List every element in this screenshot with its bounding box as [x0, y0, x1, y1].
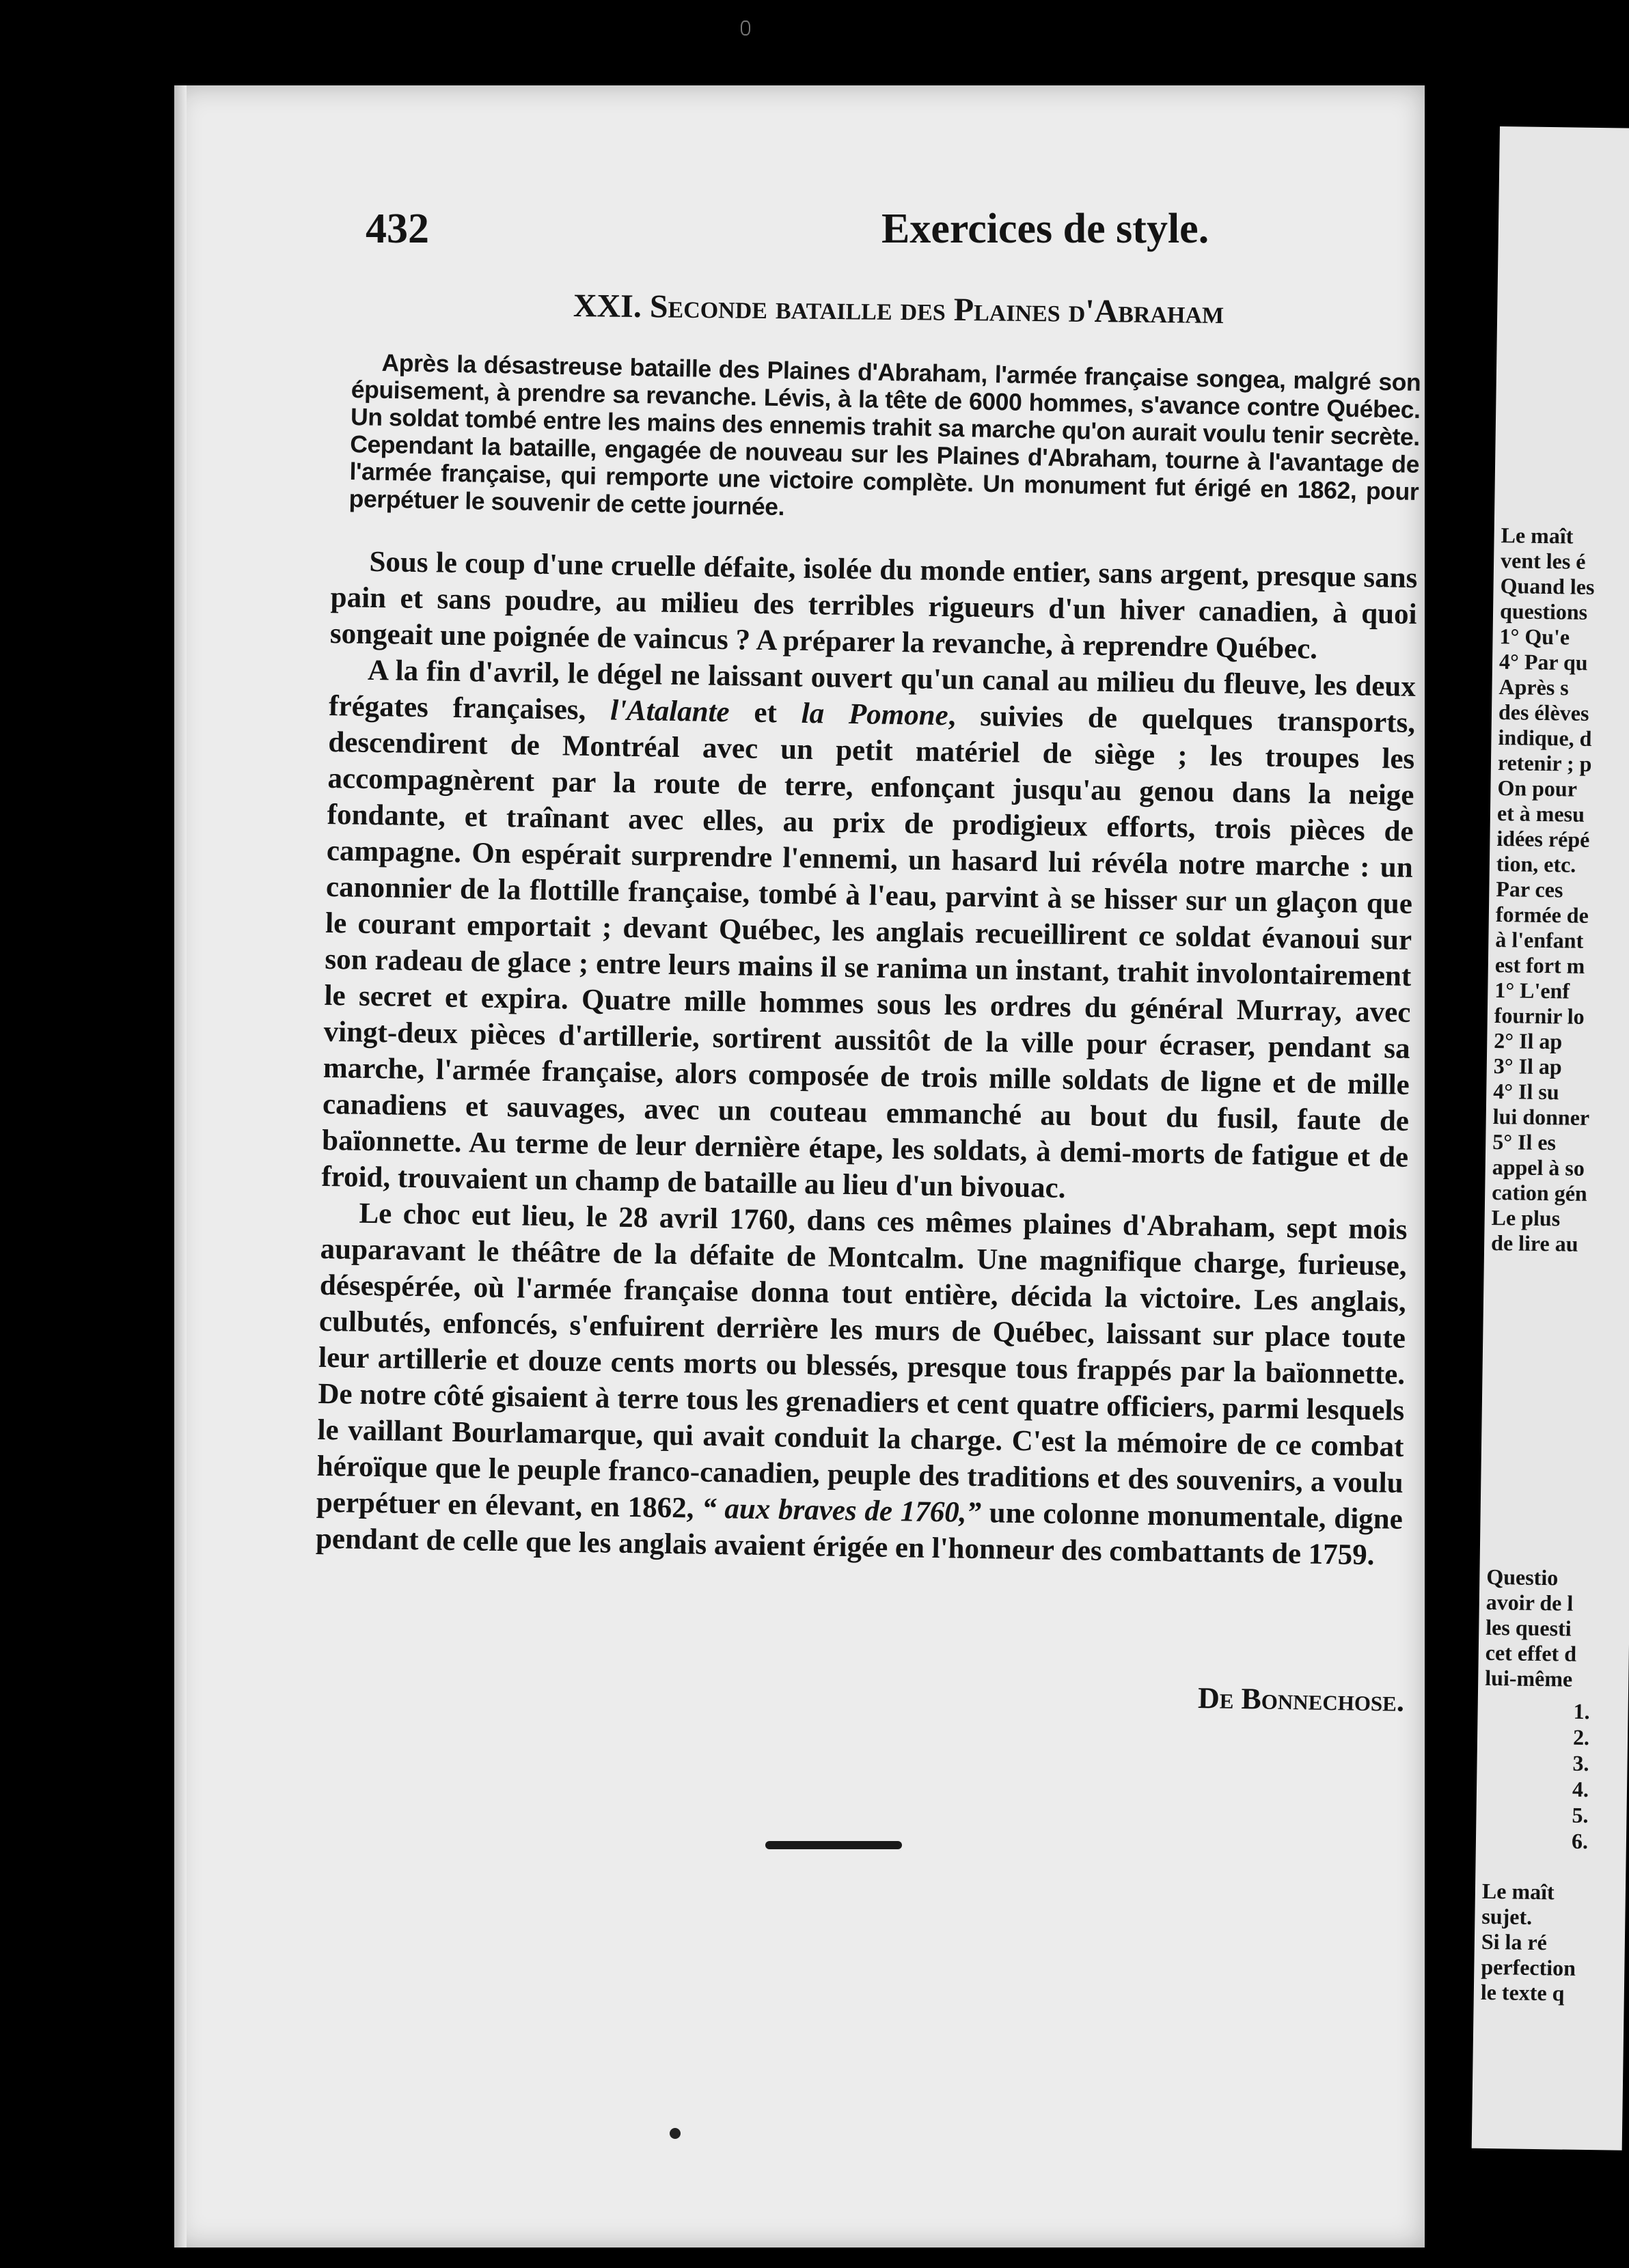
right-page-line: 2° Il ap [1494, 1028, 1563, 1054]
right-page-line: 4° Par qu [1498, 649, 1588, 675]
right-page-line: questions [1499, 598, 1588, 624]
right-page-line: On pour [1497, 775, 1578, 801]
right-page-line: fournir lo [1494, 1003, 1585, 1029]
right-page-line: 3° Il ap [1493, 1053, 1562, 1079]
right-page-line: de lire au [1490, 1230, 1578, 1256]
ink-dot-bottom [670, 2128, 681, 2139]
running-head: Exercices de style. [881, 206, 1209, 252]
right-page-line: appel à so [1492, 1154, 1585, 1180]
right-page-line: 1° Qu'e [1499, 624, 1570, 650]
right-page-line: cation gén [1491, 1179, 1588, 1206]
chapter-summary: Après la désastreuse bataille des Plaines d'Abraham, l'armée française songea, malgré son épuisement, à prendre sa revanche. Lévis, à la tête de 6000 hommes, s'avance contre Québec. Un soldat tombé entre les mains des ennemis trahit sa marche qu'on aurait voulu tenir secrète. Cependant la bataille, engagée de nouveau sur les Plaines d'Abraham, tourne à l'avantage de l'armée française, qui remporte une victoire complète. Un monument fut érigé en 1862, pour perpétuer le souvenir de cette journée. [348, 348, 1421, 521]
ship-name-atalante: l'Atalante [610, 694, 730, 729]
paragraph-3-text-a: Le choc eut lieu, le 28 avril 1760, dans ces mêmes plaines d'Abraham, sept mois auparavant le théâtre de la défaite de Montcalm. Une magnifique charge, furieuse, désespérée, où l'armée française donna tout entière, décida la victoire. Les anglais, culbutés, enfoncés, s'enfuirent derrière les murs de Québec, laissant sur place toute leur artillerie et douze cents morts ou blessés, presque tous frappés par la baïonnette. De notre côté gisaient à terre tous les grenadiers et cent quatre officiers, parmi lesquels le vaillant Bourlamarque, qui avait conduit la charge. C'est la mémoire de ce combat héroïque que le peuple franco-canadien, peuple des traditions et des souvenirs, a voulu perpétuer en élevant, en 1862, [316, 1197, 1408, 1525]
right-page-line: Après s [1498, 674, 1570, 700]
right-page-line: 1° L'enf [1494, 978, 1570, 1004]
body-text [316, 543, 1418, 1574]
right-page-line: idées répé [1496, 826, 1590, 852]
right-page-line: lui-même [1485, 1665, 1573, 1691]
right-page-line: Le maît [1481, 1878, 1555, 1905]
right-page-line: Le plus [1491, 1204, 1561, 1231]
paragraph-2-text-c: , suivies de quelques transports, descendirent de Montréal avec un petit matériel de siège ; les troupes les accompagnèrent par la route de terre, enfonçant jusqu'au genou dans la neige fondante, et traînant avec elles, au prix de prodigieux efforts, trois pièces de campagne. On espérait surprendre l'ennemi, un hasard lui révéla notre marche : un canonnier de la flottille française, tombé à l'eau, parvint à se hisser sur un glaçon que le courant emportait ; devant Québec, les anglais recueillirent ce soldat évanoui sur son radeau de glace ; entre leurs mains il se ranima un instant, trahit involontairement le secret et expira. Quatre mille hommes sous les ordres du général Murray, avec vingt-deux pièces d'artillerie, sortirent aussitôt de la ville pour écraser, pendant sa marche, l'armée française, alors composée de trois mille soldats de ligne et de mille canadiens et sauvages, avec un couteau emmanché au bout du fusil, faute de baïonnette. Au terme de leur dernière étape, les soldats, à demi-morts de fatigue et de froid, trouvaient un champ de bataille au lieu d'un bivouac. [321, 700, 1416, 1204]
end-rule-ornament [765, 1841, 902, 1849]
ship-name-pomone: la Pomone [801, 697, 949, 732]
right-page-line: à l'enfant [1495, 927, 1584, 953]
right-page-line: des élèves [1498, 700, 1589, 725]
right-page-line: sujet. [1481, 1903, 1533, 1929]
right-page-line: 4° Il su [1493, 1079, 1559, 1105]
right-page-line: et à mesu [1496, 801, 1585, 827]
right-page-line: lui donner [1492, 1104, 1590, 1130]
page-header [366, 205, 1377, 266]
right-page-line: 5. [1572, 1802, 1589, 1828]
paragraph-3 [316, 1195, 1408, 1574]
right-page-line: Quand les [1500, 573, 1595, 599]
paragraph-2 [321, 652, 1416, 1212]
right-page-line: cet effet d [1485, 1640, 1577, 1666]
monument-inscription: “ aux braves de 1760,” [701, 1492, 982, 1530]
right-page-line: avoir de l [1486, 1589, 1574, 1616]
right-page-line: Par ces [1496, 876, 1563, 902]
right-page-line: 4. [1572, 1776, 1589, 1802]
paragraph-1: Sous le coup d'une cruelle défaite, isolée du monde entier, sans argent, presque sans pain et sans poudre, au milieu des terribles rigueurs d'un hiver canadien, à quoi songeait une poignée de vaincus ? A préparer la revanche, à reprendre Québec. [329, 545, 1418, 665]
author-signature: De Bonnechose. [1197, 1681, 1405, 1718]
right-page-line: retenir ; p [1497, 750, 1592, 776]
right-page-line: Si la ré [1481, 1928, 1548, 1955]
right-page-line: perfection [1481, 1954, 1576, 1980]
left-page [174, 85, 1425, 2248]
right-page-line: Questio [1486, 1564, 1559, 1590]
right-page-line: tion, etc. [1496, 851, 1576, 877]
right-page-line: Le maît [1501, 523, 1574, 549]
right-page-line: les questi [1486, 1614, 1572, 1641]
paragraph-2-text-a: A la fin d'avril, le dégel ne laissant ouvert qu'un canal au milieu du fleuve, les deux frégates françaises, [328, 654, 1416, 727]
right-page-line: est fort m [1494, 952, 1585, 978]
paragraph-2-text-b: et [729, 696, 802, 730]
right-page-line: 2. [1572, 1724, 1590, 1750]
right-page-line: 3. [1572, 1750, 1589, 1776]
right-page-line: indique, d [1498, 725, 1592, 751]
right-page-line: formée de [1495, 902, 1589, 928]
page-number: 432 [366, 206, 429, 252]
right-page-line: le texte q [1480, 1979, 1565, 2006]
chapter-title: XXI. Seconde bataille des Plaines d'Abraham [573, 288, 1224, 331]
right-page-line: 5° Il es [1492, 1129, 1557, 1155]
scan-speck [741, 20, 750, 36]
right-page-line: 6. [1571, 1828, 1589, 1854]
right-page-line: 1. [1573, 1698, 1590, 1724]
right-page-fragment [1472, 126, 1629, 2151]
right-page-line: vent les é [1500, 548, 1586, 574]
paragraph-3-text-b: une colonne monumentale, digne pendant de celle que les anglais avaient érigée en l'honneur des combattants de 1759. [315, 1497, 1404, 1572]
